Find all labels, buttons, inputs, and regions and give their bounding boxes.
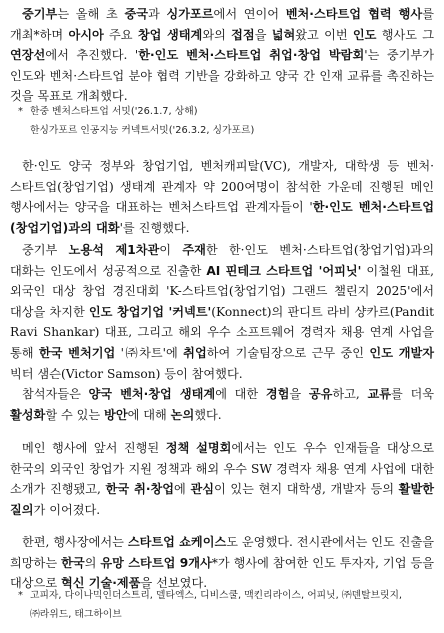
emphasis-text: 혁신 기술·제품	[60, 576, 141, 591]
footnote-line-companies: 고피자, 다이나믹인더스트리, 델타엑스, 디비스쿨, 맥킨리라이스, 어피닛, ㈜덴탈브릿지,	[30, 590, 403, 601]
body-text: 와의	[202, 27, 232, 42]
emphasis-text: 양국 벤처·창업 생태계	[88, 387, 216, 401]
footnote-marker: *	[18, 590, 23, 601]
footnote-line-companies-cont: ㈜라위드, 태그하이브	[30, 609, 122, 620]
body-text: 한편, 행사장에서는	[22, 535, 128, 549]
body-text: 중기부	[22, 243, 69, 257]
body-text: 가 행사에 참여한 인도 투자자, 기업 등을 대상으로	[10, 555, 434, 591]
emphasis-text: 아시아	[68, 27, 104, 42]
paragraph-main-event	[10, 156, 434, 238]
body-text: 이	[159, 243, 183, 257]
body-text: '는 중기부가 인도와 벤처·스타트업 분야 협력 기반을 강화하고 양국 간 인재 교류를 촉진하는 것을 목표로 개최했다.	[10, 48, 434, 104]
body-text: '㈜차트'에	[115, 345, 184, 360]
emphasis-text: 유망 스타트업 9개사	[100, 555, 212, 570]
emphasis-text: 교류	[367, 387, 392, 401]
body-text: 한·인도 양국 정부와 창업기업, 벤처캐피탈(VC), 개발자, 대학생 등 벤처·스타트업(창업기업) 생태계 관계자 약 200여명이 참석한 가운데 진행된 메인 행사에서는 양국을 대표하는 벤처스타트업 관계자들이 '	[10, 159, 434, 215]
body-text: 에 대한	[215, 387, 266, 401]
emphasis-text: 한국 벤처기업	[38, 345, 116, 360]
body-text: 할 수 있는	[45, 407, 105, 422]
body-text: 한 한·인도 벤처·스타트업(창업기업)과의 대화는 인도에서 성공적으로 진출한	[10, 243, 434, 278]
body-text: 는 올해 초	[57, 7, 125, 21]
footnote-marker: *	[18, 106, 23, 117]
body-text: 과	[148, 7, 167, 21]
emphasis-text: 중국	[124, 7, 148, 21]
body-text: 이 있는 현지 대학생, 개발자 등의	[214, 482, 399, 497]
footnote-line-china: 한중 벤처스타트업 서밋('26.1.7, 상해)	[30, 106, 198, 117]
emphasis-text: 한국	[61, 555, 85, 570]
footnote-summits	[18, 102, 432, 140]
emphasis-text: 한·인도 벤처·스타트업(창업기업)과의 대화	[10, 200, 434, 235]
emphasis-text: 스타트업 쇼케이스	[127, 535, 227, 549]
body-text: 의	[84, 555, 101, 570]
body-text: 하고,	[332, 387, 368, 401]
emphasis-text: 중기부	[22, 7, 58, 21]
body-text: 행사도 그	[376, 27, 435, 42]
body-text: 가 이어졌다.	[33, 502, 101, 517]
footnote-startups	[18, 586, 432, 624]
body-text: 하여 기술팀장으로 근무 중인	[206, 345, 370, 360]
body-text: 를 더욱	[391, 387, 434, 401]
emphasis-text: 한·인도 벤처·스타트업 취업·창업 박람회	[138, 48, 365, 63]
body-text: 참석자들은	[22, 387, 89, 401]
emphasis-text: 활성화	[10, 407, 46, 422]
body-text: 에서 추진했다. '	[45, 48, 139, 63]
emphasis-text: 공유	[308, 387, 333, 401]
emphasis-text: AI 핀테크 스타트업 '어피닛'	[206, 263, 362, 278]
body-text: 을 선보였다.	[140, 576, 208, 591]
body-text: '를 진행했다.	[119, 220, 190, 235]
body-text: 에서는 인도 우수 인재들을 대상으로 한국의 외국인 창업가 지원 정책과 해외 우수 SW 경력자 채용 연계 사업에 대한 소개가 진행됐고,	[10, 441, 435, 497]
emphasis-text: 인도	[352, 27, 377, 42]
emphasis-text: 취업	[183, 345, 207, 360]
emphasis-text: 관심	[190, 482, 214, 497]
body-text: 하며	[39, 27, 69, 42]
emphasis-text: 벤처·스타트업 협력 행사	[285, 7, 423, 21]
emphasis-text: 넓혀	[271, 27, 296, 42]
body-text: 에 대해	[127, 407, 171, 422]
body-text: 을	[289, 387, 309, 401]
body-text: 했다.	[194, 407, 222, 422]
paragraph-showcase	[10, 532, 434, 594]
emphasis-text: 방안	[104, 407, 128, 422]
body-text: 왔고 이번	[295, 27, 353, 42]
body-text: 주요	[103, 27, 138, 42]
emphasis-text: 경험	[265, 387, 290, 401]
emphasis-text: 싱가포르	[166, 7, 214, 21]
emphasis-text: 논의	[170, 407, 195, 422]
emphasis-text: 주재	[182, 243, 206, 257]
paragraph-dialogue-participants	[10, 240, 434, 384]
paragraph-discussion	[10, 384, 434, 425]
body-text: 에서 연이어	[213, 7, 286, 21]
body-text: 메인 행사에 앞서 진행된	[22, 441, 166, 455]
body-text: 에	[174, 482, 191, 497]
body-text: 를 개최	[10, 7, 434, 42]
body-text: 도 운영했다. 전시관에서는 인도 진출을 희망하는	[10, 535, 434, 570]
body-text: *	[33, 27, 40, 42]
body-text: 을	[254, 27, 272, 42]
emphasis-text: 연장선	[10, 48, 46, 63]
paragraph-asia-events	[10, 4, 434, 107]
emphasis-text: 인도 개발자	[369, 345, 435, 360]
emphasis-text: 한국 취·창업	[105, 482, 175, 497]
body-text: 이철원 대표, 외국인 대상 창업 경진대회 'K-스타트업(창업기업) 그랜드 챌린지 2025'에서 대상을 차지한	[10, 263, 434, 319]
emphasis-text: 창업 생태계	[137, 27, 203, 42]
body-text: (Konnect)의 판디트 라비 샹카르(Pandit Ravi Shankar) 대표, 그리고 해외 우수 소프트웨어 경력자 채용 연계 사업을 통해	[10, 304, 434, 360]
body-text: 빅터 샘슨(Victor Samson) 등이 참여했다.	[10, 366, 243, 381]
emphasis-text: 활발한 질의	[10, 482, 434, 517]
paragraph-policy-briefing	[10, 438, 434, 520]
emphasis-text: 정책 설명회	[165, 441, 232, 455]
emphasis-text: 인도 창업기업 '커넥트'	[88, 304, 212, 319]
body-text: *	[211, 555, 218, 570]
footnote-line-singapore: 한싱가포르 인공지능 커넥트서밋('26.3.2, 싱가포르)	[30, 125, 255, 136]
emphasis-text: 노용석 제1차관	[68, 243, 160, 257]
emphasis-text: 접점	[231, 27, 255, 42]
